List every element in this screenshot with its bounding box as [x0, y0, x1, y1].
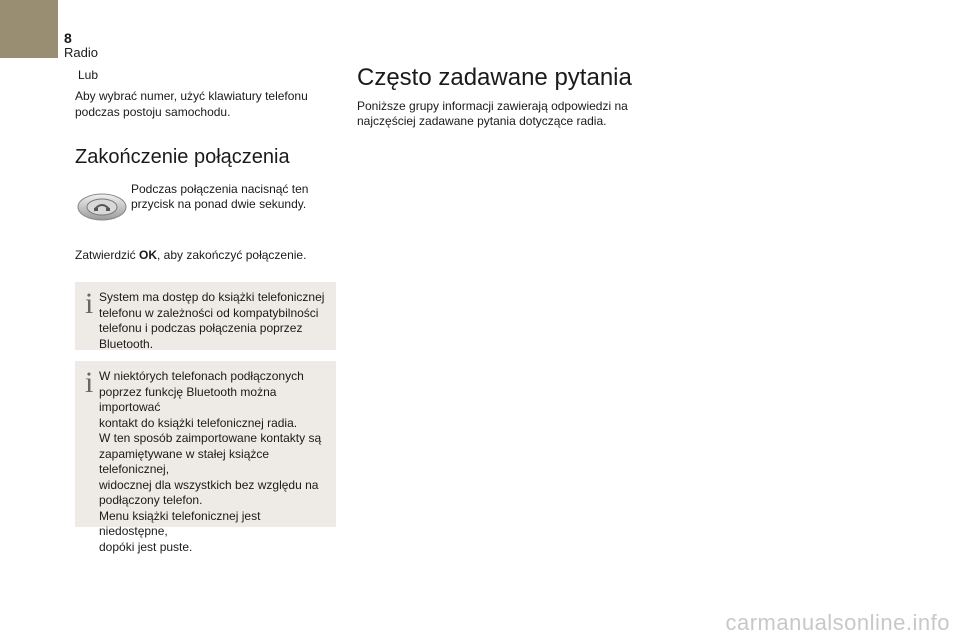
confirm-text [75, 247, 306, 263]
info-line: kontakt do książki telefonicznej radia. [99, 415, 298, 430]
info-line: widocznej dla wszystkich bez względu na [99, 477, 319, 492]
press-text-line-1: Podczas połączenia nacisnąć ten [131, 182, 309, 196]
faq-intro-line-1: Poniższe grupy informacji zawierają odpowiedzi na [357, 99, 628, 113]
info-line: podłączony telefon. [99, 493, 203, 507]
info-line: telefonu i podczas połączenia poprzez Bluetooth. [99, 321, 303, 351]
info-line: telefonu w zależności od kompatybilności [99, 305, 319, 320]
page-tab-marker [0, 0, 58, 58]
lub-text: Lub [78, 68, 99, 82]
info-line: zapamiętywane w stałej książce telefonicznej, [99, 446, 270, 476]
dial-text-line-2: podczas postoju samochodu. [75, 105, 231, 119]
info-line: Menu książki telefonicznej jest niedostępne, [99, 508, 261, 538]
info-line: System ma dostęp do książki telefonicznej [99, 290, 325, 304]
dial-text-line-1: Aby wybrać numer, użyć klawiatury telefonu [75, 89, 308, 103]
section-label: Radio [64, 45, 98, 60]
confirm-suffix: , aby zakończyć połączenie. [157, 248, 307, 262]
info-box-contact-import [75, 361, 336, 554]
info-icon: i [85, 287, 94, 320]
info-line: poprzez funkcję Bluetooth można importować [99, 384, 277, 414]
press-text-line-2: przycisk na ponad dwie sekundy. [131, 197, 307, 211]
info-line: dopóki jest puste. [99, 539, 193, 554]
faq-intro-line-2: najczęściej zadawane pytania dotyczące radia. [357, 114, 607, 128]
info-box-text [99, 290, 330, 352]
info-icon: i [85, 366, 94, 399]
watermark: carmanualsonline.info [725, 610, 950, 635]
phone-button-icon [76, 191, 128, 223]
info-line: W ten sposób zaimportowane kontakty są [99, 431, 322, 445]
faq-heading: Często zadawane pytania [357, 64, 632, 91]
end-call-heading: Zakończenie połączenia [75, 146, 290, 168]
info-line: W niektórych telefonach podłączonych [99, 369, 304, 383]
confirm-prefix: Zatwierdzić [75, 248, 140, 262]
info-box-phonebook-access [75, 282, 336, 350]
info-box-text [99, 369, 330, 555]
page-number: 8 [64, 30, 72, 46]
ok-label: OK [139, 248, 158, 262]
